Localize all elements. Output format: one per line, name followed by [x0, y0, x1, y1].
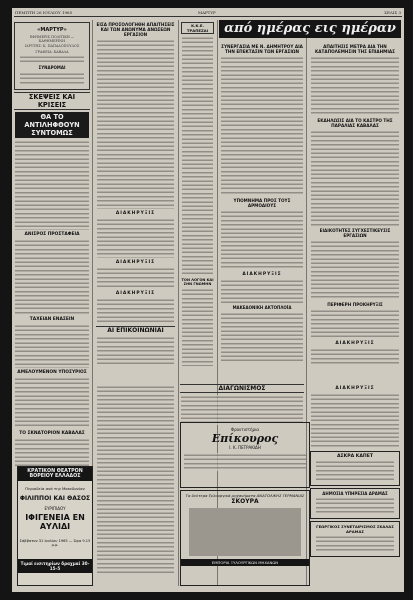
header-page: ΣΕΛΙΣ 3: [384, 10, 401, 15]
article-body: [182, 288, 213, 366]
article-body: [15, 239, 89, 315]
section-title: ΑΙ ΕΠΙΚΟΙΝΩΝΙΑΙ: [96, 326, 175, 334]
right-ad-title: ΓΕΩΡΓΙΚΟΣ ΣΥΝΕΤΑΙΡΙΣΜΟΣ ΣΚΑΛΑΣ ΔΡΑΜΑΣ: [316, 524, 394, 534]
col3-title: Κ.Κ.Ε. ΤΡΑΠΕΖΑΙ: [181, 22, 214, 34]
article-body: [15, 438, 89, 466]
col5-headline: ΕΚΔΗΛΩΣΙΣ ΔΙΑ ΤΟ ΚΑΣΤΡΟ ΤΗΣ ΠΑΡΑΛΙΑΣ ΚΑΒΑΛΑΣ: [317, 118, 393, 128]
machinery-brand: ΣΚΟΥΡΑ: [231, 498, 259, 505]
subhead: ΤΑΧΕΙΑΝ ΕΝΑΣΕΙΝ: [29, 316, 75, 322]
banner-area: [218, 20, 402, 38]
notice-title: ΔΙΑΚΗΡΥΞΙΣ: [115, 211, 156, 216]
school-owner: Ι. Κ. ΠΕΤΡΑΚΙΔΗ: [229, 445, 261, 450]
contest-title: ΔΙΑΓΩΝΙΣΜΟΣ: [180, 384, 304, 393]
column-2-bottom: [94, 384, 177, 584]
lead-headline: ΘΑ ΤΟ ΑΝΤΙΛΗΦΘΟΥΝ ΣΥΝΤΟΜΩΣ: [15, 112, 89, 138]
right-ad-title: ΑΣΚΡΑ ΚΑΠΕΤ: [336, 454, 373, 459]
article-body: [97, 267, 174, 289]
right-ad-text: [316, 460, 394, 482]
article-body: [221, 56, 303, 196]
page-header: [12, 8, 404, 16]
subhead: ΤΟ ΣΚΝΑΤΟΡΙΟΝ ΚΑΒΑΛΑΣ: [19, 430, 85, 436]
masthead-text: [20, 72, 84, 86]
machinery-company: ΕΜΠΟΡΙΑ ΞΥΛΟΥΡΓΙΚΩΝ ΜΗΧΑΝΩΝ: [181, 559, 309, 566]
right-ad: [310, 488, 400, 519]
masthead-title: «ΜΑΡΤΥΡ»: [37, 27, 67, 33]
newspaper-page: [12, 8, 404, 592]
right-ad: [310, 451, 400, 486]
daily-banner: από ημέρας εις ημέραν: [219, 20, 401, 38]
article-body: [97, 298, 174, 324]
article-body: [311, 240, 399, 300]
theatre-title: ΚΡΑΤΙΚΟΝ ΘΕΑΤΡΟΝ ΒΟΡΕΙΟΥ ΕΛΛΑΔΟΣ: [18, 467, 92, 481]
header-paper: ΜΑΡΤΥΡ: [198, 10, 216, 15]
school-name: Επίκουρος: [211, 432, 279, 445]
masthead-line: ΙΔΡΥΤΗΣ: Κ. ΠΑΠΑΔΟΠΟΥΛΟΣ: [24, 44, 80, 49]
masthead-line: ΕΦΗΜΕΡΙΣ ΠΟΛΙΤΙΚΗ — ΚΑΘΗΜΕΡΙΝΗ: [29, 35, 75, 44]
right-ad-title: ΔΗΜΟΣΙΑ ΥΠΗΡΕΣΙΑ ΔΡΑΜΑΣ: [322, 491, 388, 496]
section-title: ΣΚΕΨΕΙΣ ΚΑΙ ΚΡΙΣΕΙΣ: [14, 92, 90, 110]
article-body: [311, 348, 399, 366]
school-details: [184, 453, 306, 471]
article-body: [311, 393, 399, 449]
masthead-box: [14, 22, 90, 90]
column-5: [308, 42, 402, 366]
article-body: [97, 385, 174, 575]
col5-headline: ΕΙΔΙΚΟΤΗΤΕΣ ΣΥΓΧΕΣΤΙΚΕΥΣΙΣ ΕΡΓΑΣΙΩΝ: [319, 228, 391, 238]
article-body: [221, 210, 303, 270]
school-ad: [180, 422, 310, 488]
notice-title: ΔΙΑΚΗΡΥΞΙΣ: [242, 272, 282, 277]
notice-title: ΔΙΑΚΗΡΥΞΙΣ: [115, 260, 156, 265]
right-bottom: [308, 384, 402, 584]
school-label: Φροντιστήρια: [230, 427, 260, 432]
notice-title: ΔΙΑΚΗΡΥΞΙΣ: [335, 341, 375, 346]
article-body: [181, 395, 303, 425]
masthead-text: [20, 55, 84, 63]
article-body: [311, 130, 399, 226]
col3-subtitle: ΤΟΝ ΛΟΓΟΝ ΚΑΙ ΣΗΝ ΓΝΩΜΗΝ: [181, 278, 214, 286]
subhead: ΑΝΙΣΡΟΣ ΠΡΟΣΤΑΦΕΙΑ: [24, 231, 80, 237]
article-body: [97, 218, 174, 258]
theatre-play: ΙΦΙΓΕΝΕΙΑ ΕΝ ΑΥΛΙΔΙ: [25, 513, 85, 531]
notice-title: ΔΙΑΚΗΡΥΞΙΣ: [115, 291, 156, 296]
col4-headline: ΣΥΝΕΡΓΑΣΙΑ ΜΕ Ν. ΔΗΜΗΤΡΟΥ ΔΙΑ ΤΗΝ ΕΠΕΚΤΑΣΙΝ ΤΩΝ ΕΡΓΑΣΙΩΝ: [221, 44, 303, 54]
article-body: [311, 56, 399, 116]
theatre-places: ΦΙΛΙΠΠΟΙ ΚΑΙ ΘΑΣΟΣ: [19, 495, 91, 502]
article-body: [15, 377, 89, 429]
machinery-headline: Τα δεύτερα ξυλουργικά μηχανήματα ΑΝΑΤΟΛΙΚΗΣ ΓΕΡΜΑΝΙΑΣ: [185, 493, 305, 498]
article-body: [97, 39, 174, 209]
column-4: [218, 42, 306, 366]
right-ad-text: [316, 535, 394, 553]
bottom-center: [178, 382, 306, 426]
theatre-tickets: Τιμαί εισιτηρίων δραχμαί 30-15-5: [18, 559, 92, 573]
theatre-date: Σάββατον 31 Ιουλίου 1965 — Ώρα 9.15 μ.μ.: [19, 539, 91, 547]
header-rule: [14, 16, 402, 17]
article-body: [15, 324, 89, 368]
right-ad-text: [316, 497, 394, 515]
col2-headline: ΕΙΣΑ ΠΡΟΣΟΛΟΓΗΘΗ ΑΠΑΙΤΗΣΕΙΣ ΚΑΙ ΤΩΝ ΑΝΩΝΥΜΑ ΑΝΩΣΕΩΝ ΕΡΓΑΣΙΟΝ: [96, 22, 175, 37]
col4-headline: ΥΠΟΜΝΗΜΑ ΠΡΟΣ ΤΟΥΣ ΑΡΜΟΔΙΟΥΣ: [233, 198, 291, 208]
column-2: [94, 20, 177, 366]
notice-title: ΔΙΑΚΗΡΥΞΙΣ: [335, 386, 375, 391]
col5-headline: ΠΕΡΙΦΕΡΗ ΠΡΟΚΗΡΥΞΙΣ: [327, 302, 383, 307]
col5-headline: ΑΠΑΙΤΗΣΙΣ ΜΕΤΡΑ ΔΙΑ ΤΗΝ ΚΑΤΑΠΟΛΕΜΗΣΙΝ ΤΗΣ ΕΠΙΔΗΜΙΑΣ: [315, 44, 395, 54]
article-body: [182, 36, 213, 276]
column-3: [179, 20, 216, 366]
column-1: [12, 20, 92, 466]
theatre-author: ΕΥΡΙΠΙΔΟΥ: [44, 506, 66, 511]
header-date: ΠΕΜΠΤΗ 26 ΙΟΥΛΙΟΥ 1965: [15, 10, 73, 15]
article-body: [15, 140, 89, 230]
article-body: [97, 336, 174, 366]
subhead: ΑΜΕΛΟΥΜΕΝΟΝ ΥΠΟΣΥΡΙΟΣ: [17, 369, 87, 375]
theatre-ad: [17, 466, 93, 586]
theatre-subtitle: Περιοδεία ανά την Μακεδονίαν: [25, 486, 85, 491]
right-ad: [310, 521, 400, 557]
article-body: [221, 279, 303, 303]
col4-headline: ΜΑΚΕΔΟΝΙΚΗ ΑΚΤΟΠΛΟΪΑ: [232, 305, 292, 310]
article-body: [311, 309, 399, 339]
article-body: [221, 312, 303, 362]
machinery-ad: [180, 490, 310, 586]
masthead-subtitle: ΣΥΝΔΡΟΜΑΙ: [38, 64, 66, 70]
masthead-line: ΓΡΑΦΕΙΑ: ΚΑΒΑΛΑ: [35, 49, 69, 54]
machinery-photo: [189, 508, 301, 556]
